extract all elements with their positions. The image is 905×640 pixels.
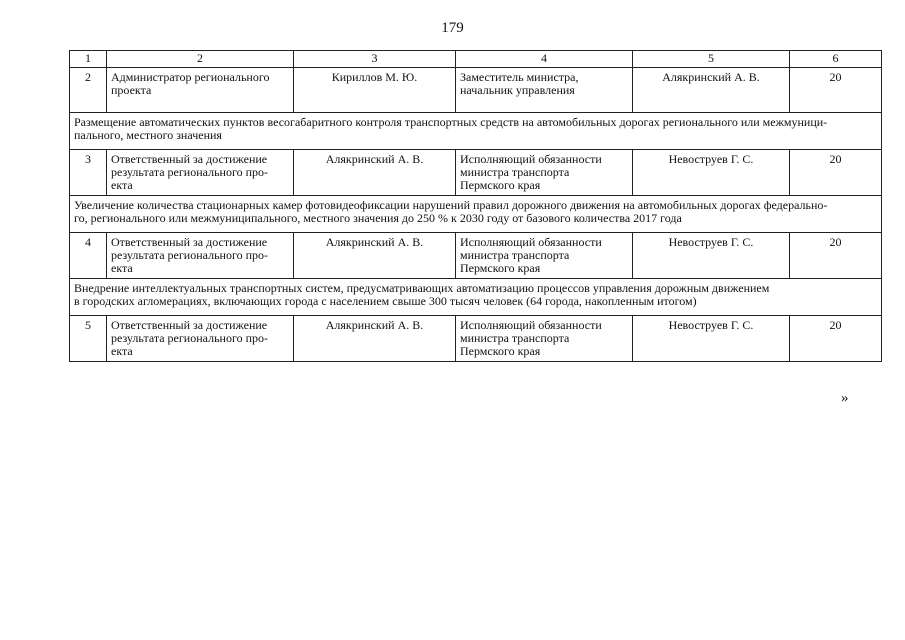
header-cell-5: 5 [633, 51, 790, 68]
value-cell: 20 [790, 68, 882, 113]
supervisor-cell: Невоструев Г. С. [633, 316, 790, 362]
responsibility-table [69, 50, 882, 362]
role-cell: Администратор регионального проекта [107, 68, 294, 113]
closing-quote-mark: » [841, 390, 849, 406]
section-title: Размещение автоматических пунктов весогабаритного контроля транспортных средств на автомобильных дорогах регионального или межмуници- пального, местного значения [70, 113, 882, 150]
value-cell: 20 [790, 150, 882, 196]
value-cell: 20 [790, 233, 882, 279]
supervisor-cell: Невоструев Г. С. [633, 150, 790, 196]
role-cell: Ответственный за достижение результата регионального про- екта [107, 316, 294, 362]
row-number: 3 [70, 150, 107, 196]
section-title: Внедрение интеллектуальных транспортных систем, предусматривающих автоматизацию процессов управления дорожным движением в городских агломерациях, включающих города с населением свыше 300 тысяч человек (64 города, накопленным итогом) [70, 279, 882, 316]
section-row [70, 196, 882, 233]
table-row [70, 233, 882, 279]
position-cell: Исполняющий обязанности министра транспорта Пермского края [456, 316, 633, 362]
position-cell: Исполняющий обязанности министра транспорта Пермского края [456, 233, 633, 279]
header-cell-1: 1 [70, 51, 107, 68]
section-title: Увеличение количества стационарных камер фотовидеофиксации нарушений правил дорожного движения на автомобильных дорогах федерально- го, регионального или межмуниципального, местного значения до 250 % к 2030 году от базового количества 2017 года [70, 196, 882, 233]
row-number: 4 [70, 233, 107, 279]
role-cell: Ответственный за достижение результата регионального про- екта [107, 150, 294, 196]
section-row [70, 113, 882, 150]
header-cell-6: 6 [790, 51, 882, 68]
section-row [70, 279, 882, 316]
table-row [70, 68, 882, 113]
person-cell: Кириллов М. Ю. [294, 68, 456, 113]
supervisor-cell: Алякринский А. В. [633, 68, 790, 113]
person-cell: Алякринский А. В. [294, 150, 456, 196]
header-row [70, 51, 882, 68]
person-cell: Алякринский А. В. [294, 316, 456, 362]
value-cell: 20 [790, 316, 882, 362]
position-cell: Исполняющий обязанности министра транспорта Пермского края [456, 150, 633, 196]
header-cell-3: 3 [294, 51, 456, 68]
table-row [70, 150, 882, 196]
page-number: 179 [441, 20, 464, 36]
header-cell-2: 2 [107, 51, 294, 68]
row-number: 5 [70, 316, 107, 362]
supervisor-cell: Невоструев Г. С. [633, 233, 790, 279]
person-cell: Алякринский А. В. [294, 233, 456, 279]
role-cell: Ответственный за достижение результата регионального про- екта [107, 233, 294, 279]
table-row [70, 316, 882, 362]
row-number: 2 [70, 68, 107, 113]
position-cell: Заместитель министра, начальник управления [456, 68, 633, 113]
header-cell-4: 4 [456, 51, 633, 68]
